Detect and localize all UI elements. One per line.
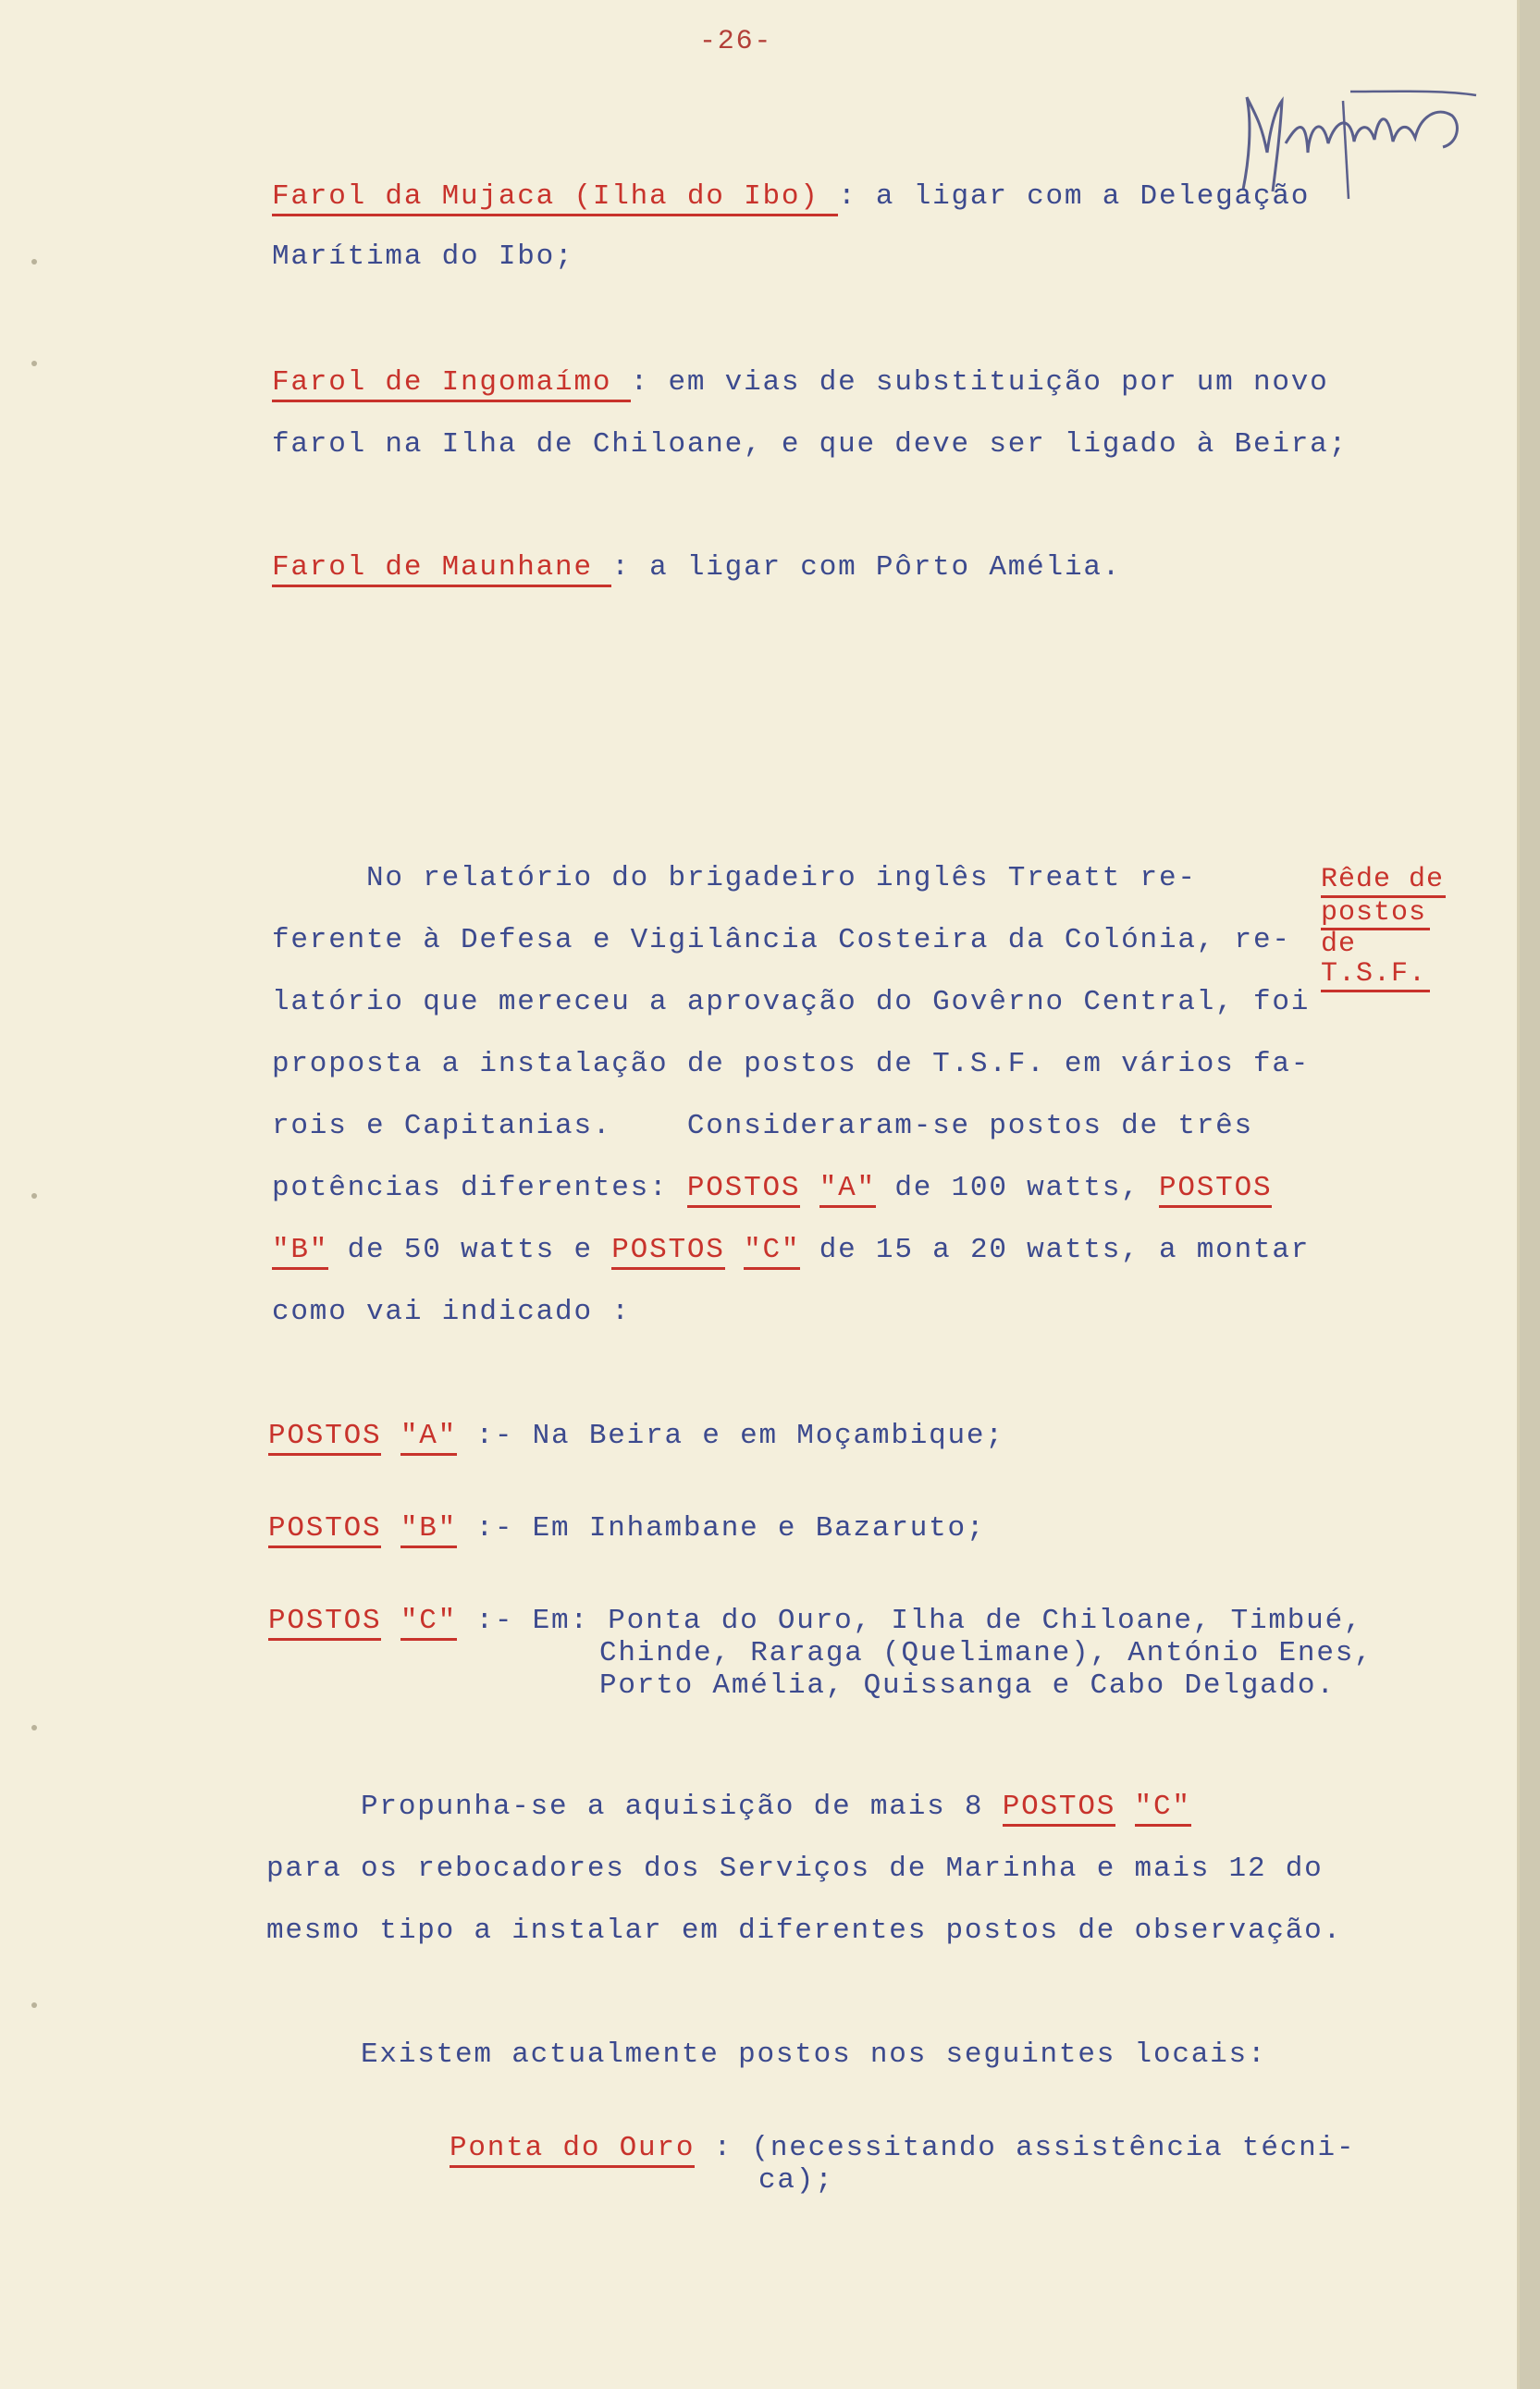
postos-b-item: POSTOS "B" :- Em Inhambane e Bazaruto;: [268, 1513, 985, 1545]
page-edge: [1520, 0, 1540, 2389]
paragraph-line: latório que mereceu a aprovação do Govêrno Central, foi: [272, 986, 1311, 1018]
farol-mujaca-continuation: Marítima do Ibo;: [272, 240, 574, 273]
binding-mark: [31, 1725, 37, 1730]
ponta-do-ouro-item: Ponta do Ouro : (necessitando assistência técni-: [450, 2133, 1355, 2164]
farol-ingomaimo-continuation: farol na Ilha de Chiloane, e que deve ser ligado à Beira;: [272, 428, 1348, 461]
paragraph-line: Propunha-se a aquisição de mais 8 POSTOS "C": [266, 1792, 1191, 1823]
postos-c-continuation: Porto Amélia, Quissanga e Cabo Delgado.: [599, 1669, 1336, 1702]
postos-c-continuation: Chinde, Raraga (Quelimane), António Enes,: [599, 1637, 1374, 1669]
ponta-do-ouro-continuation: ca);: [758, 2164, 834, 2197]
farol-mujaca-line: Farol da Mujaca (Ilha do Ibo) : a ligar com a Delegação: [272, 181, 1310, 213]
farol-ingomaimo-line: Farol de Ingomaímo : em vias de substituição por um novo: [272, 367, 1329, 399]
paragraph-line: potências diferentes: POSTOS "A" de 100 watts, POSTOS: [272, 1173, 1272, 1204]
paragraph-line: para os rebocadores dos Serviços de Marinha e mais 12 do: [266, 1853, 1324, 1885]
margin-note: Rêde de postos de T.S.F.: [1321, 864, 1446, 992]
paragraph-line: mesmo tipo a instalar em diferentes postos de observação.: [266, 1915, 1342, 1947]
paragraph-line: como vai indicado :: [272, 1296, 631, 1328]
paragraph-line: "B" de 50 watts e POSTOS "C" de 15 a 20 watts, a montar: [272, 1235, 1310, 1266]
paragraph-line: Existem actualmente postos nos seguintes locais:: [266, 2038, 1267, 2071]
paragraph-line: ferente à Defesa e Vigilância Costeira da Colónia, re-: [272, 924, 1291, 956]
binding-mark: [31, 361, 37, 366]
paragraph-line: rois e Capitanias. Consideraram-se postos de três: [272, 1110, 1253, 1142]
paragraph-line: No relatório do brigadeiro inglês Treatt re-: [272, 862, 1197, 894]
paragraph-line: proposta a instalação de postos de T.S.F. em vários fa-: [272, 1048, 1311, 1080]
postos-c-item: POSTOS "C" :- Em: Ponta do Ouro, Ilha de Chiloane, Timbué,: [268, 1606, 1362, 1637]
page-number: -26-: [699, 26, 773, 57]
postos-a-item: POSTOS "A" :- Na Beira e em Moçambique;: [268, 1421, 1004, 1452]
binding-mark: [31, 259, 37, 265]
binding-mark: [31, 1193, 37, 1199]
binding-mark: [31, 2002, 37, 2008]
farol-maunhane-line: Farol de Maunhane : a ligar com Pôrto Amélia.: [272, 552, 1121, 584]
